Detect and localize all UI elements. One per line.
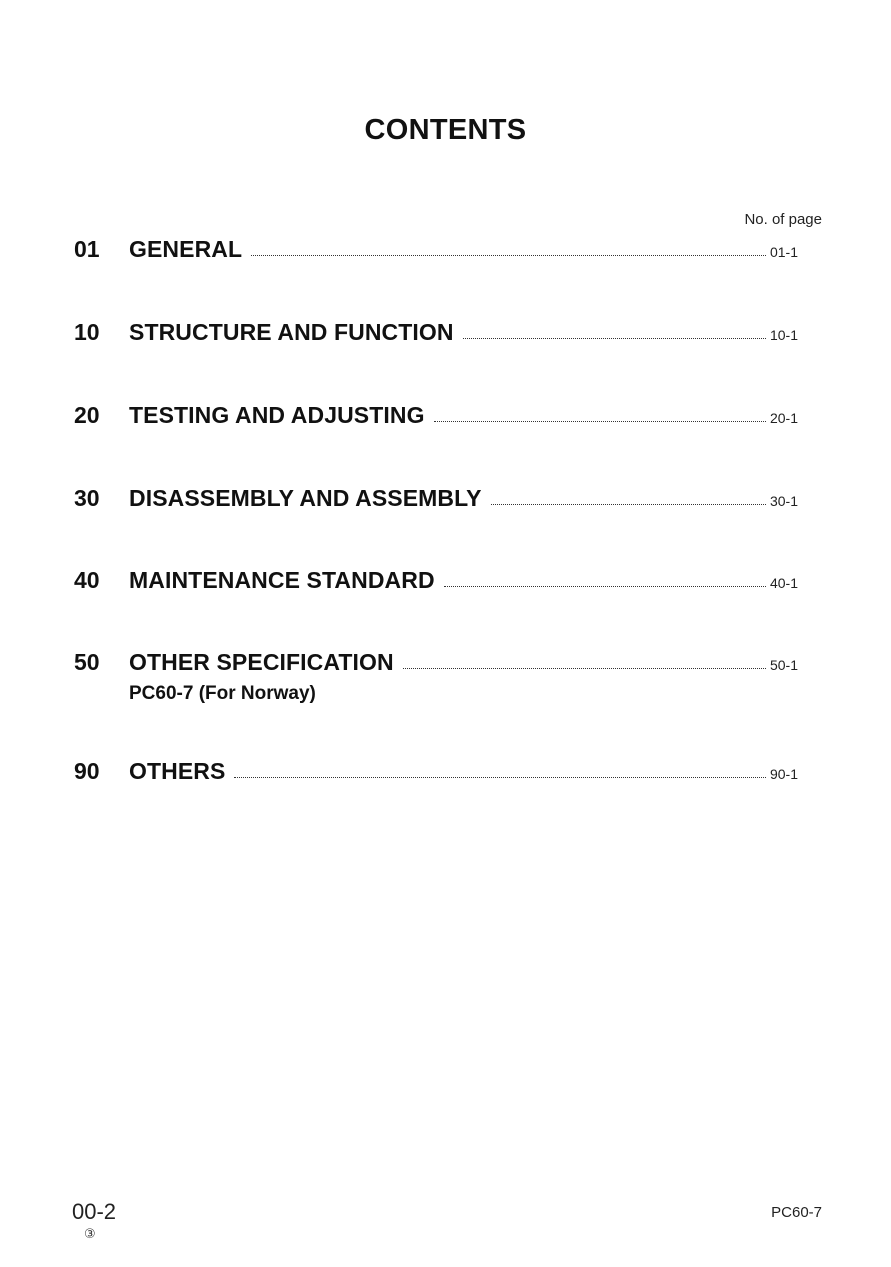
toc-entry-number: 10 (74, 319, 100, 345)
toc-entry-title: TESTING AND ADJUSTING (129, 402, 425, 428)
toc-entry-structure-and-function[interactable] (74, 319, 798, 349)
dot-leader (463, 337, 766, 339)
toc-entry-number: 40 (74, 567, 100, 593)
dot-leader (251, 254, 766, 256)
toc-entry-title: STRUCTURE AND FUNCTION (129, 319, 454, 345)
toc-entry-others[interactable] (74, 758, 798, 788)
toc-entry-other-specification[interactable] (74, 649, 798, 679)
footer-model: PC60-7 (771, 1204, 822, 1221)
footer-page-number: 00-2 (72, 1199, 117, 1224)
toc-entry-page: 20-1 (769, 410, 798, 426)
toc-entry-subtitle: PC60-7 (For Norway) (129, 683, 316, 704)
dot-leader (403, 667, 766, 669)
toc-entry-disassembly-and-assembly[interactable] (74, 485, 798, 515)
toc-entry-title: DISASSEMBLY AND ASSEMBLY (129, 485, 482, 511)
toc-entry-title: GENERAL (129, 236, 243, 262)
toc-entry-page: 40-1 (769, 575, 798, 591)
toc-entry-page: 90-1 (769, 766, 798, 782)
page-title: CONTENTS (364, 114, 527, 146)
toc-entry-number: 50 (74, 649, 100, 675)
footer-revision-mark: ③ (84, 1226, 96, 1241)
toc-entry-page: 30-1 (769, 493, 798, 509)
toc-entry-page: 01-1 (769, 244, 798, 260)
toc-entry-page: 10-1 (769, 327, 798, 343)
toc-entry-number: 20 (74, 402, 100, 428)
dot-leader (491, 503, 766, 505)
toc-entry-maintenance-standard[interactable] (74, 567, 798, 597)
toc-entry-testing-and-adjusting[interactable] (74, 402, 798, 432)
dot-leader (234, 776, 766, 778)
toc-entry-number: 01 (74, 236, 100, 262)
toc-entry-number: 90 (74, 758, 100, 784)
toc-entry-page: 50-1 (769, 657, 798, 673)
toc-entry-title: MAINTENANCE STANDARD (129, 567, 435, 593)
dot-leader (434, 420, 766, 422)
toc-entry-title: OTHERS (129, 758, 226, 784)
toc-entry-title: OTHER SPECIFICATION (129, 649, 394, 675)
toc-entry-general[interactable] (74, 236, 798, 266)
page-column-header: No. of page (744, 211, 822, 228)
dot-leader (444, 585, 766, 587)
toc-entry-number: 30 (74, 485, 100, 511)
